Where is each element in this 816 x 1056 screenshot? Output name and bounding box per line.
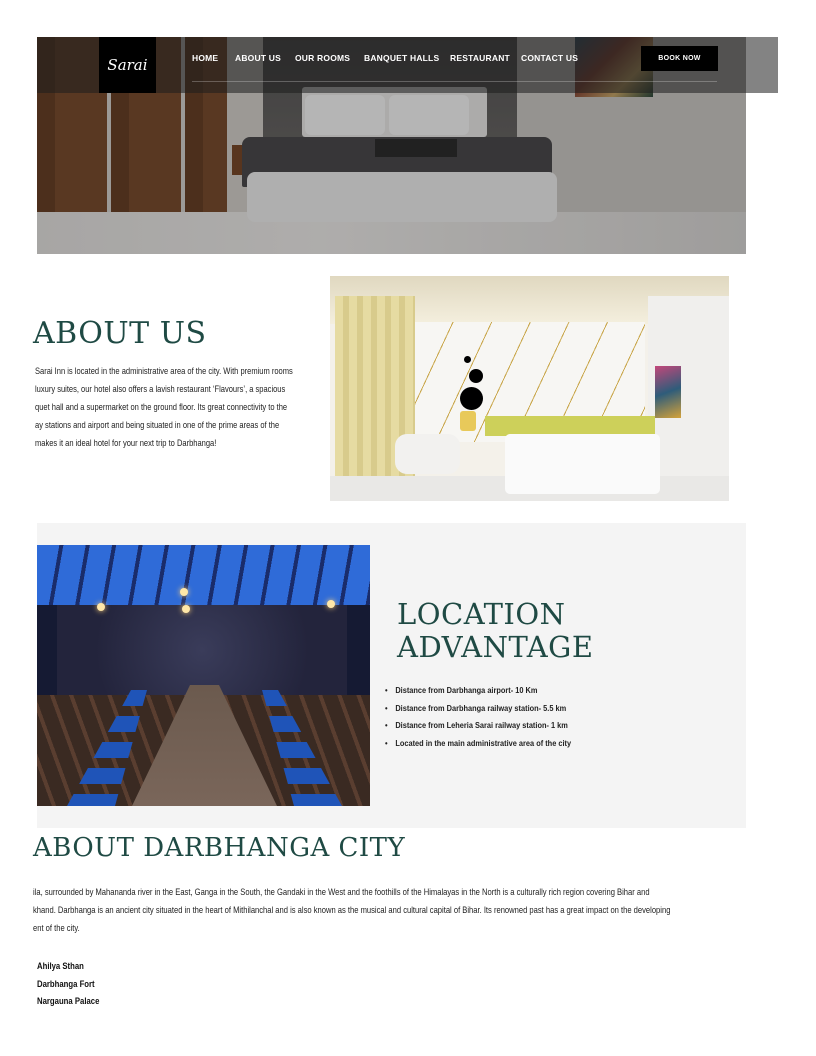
city-line: ila, surrounded by Mahananda river in the East, Ganga in the South, the Gandaki in the West and the foothills of the Himalayas in the North is a culturally rich region covering Bihar and	[33, 886, 650, 897]
book-now-button[interactable]: BOOK NOW	[641, 46, 718, 71]
room-bed	[505, 434, 660, 494]
nav-banquet-halls[interactable]: BANQUET HALLS	[364, 53, 440, 63]
restaurant-ceiling	[37, 545, 370, 605]
pendant-light-icon	[460, 387, 483, 410]
about-line: Sarai Inn is located in the administrative area of the city. With premium rooms	[35, 366, 293, 376]
nav-about-us[interactable]: ABOUT US	[235, 53, 281, 63]
nav-restaurant[interactable]: RESTAURANT	[450, 53, 510, 63]
place-darbhanga-fort: Darbhanga Fort	[37, 979, 95, 989]
about-title: ABOUT US	[33, 316, 207, 351]
nav-our-rooms[interactable]: OUR ROOMS	[295, 53, 351, 63]
city-title: ABOUT DARBHANGA CITY	[33, 833, 406, 863]
site-logo[interactable]: Sarai	[99, 37, 156, 93]
navbar	[37, 37, 778, 93]
location-title-line: ADVANTAGE	[397, 630, 594, 664]
city-line: khand. Darbhanga is an ancient city situated in the heart of Mithilanchal and is also known as the musical and cultural capital of Bihar. Its renowned past has a great impact on the developing	[33, 904, 671, 915]
room-armchair	[395, 434, 460, 474]
city-text	[33, 883, 713, 937]
about-line: makes it an ideal hotel for your next trip to Darbhanga!	[35, 438, 217, 448]
restaurant-light	[97, 603, 105, 611]
pendant-light-icon	[469, 369, 483, 383]
location-item: • Distance from Leheria Sarai railway station- 1 km	[385, 717, 571, 735]
location-title-line: LOCATION	[397, 597, 566, 631]
restaurant-light	[182, 605, 190, 613]
restaurant-light	[327, 600, 335, 608]
location-item: • Located in the main administrative area of the city	[385, 735, 571, 753]
location-list	[385, 682, 601, 753]
nav-home[interactable]: HOME	[192, 53, 219, 63]
restaurant-light	[180, 588, 188, 596]
place-ahilya-sthan: Ahilya Sthan	[37, 961, 84, 971]
about-line: luxury suites, our hotel also offers a lavish restaurant ‘Flavours’, a spacious	[35, 384, 286, 394]
room-artwork	[655, 366, 681, 418]
room-headboard	[485, 416, 655, 436]
room-image	[330, 276, 729, 501]
restaurant-wall	[57, 605, 347, 695]
nav-divider	[192, 81, 717, 82]
pendant-light-icon	[464, 356, 471, 363]
about-line: quet hall and a supermarket on the ground floor. Its great connectivity to the	[35, 402, 288, 412]
nav-contact-us[interactable]: CONTACT US	[521, 53, 579, 63]
about-line: ay stations and airport and being situated in one of the prime areas of the	[35, 420, 280, 430]
restaurant-image	[37, 545, 370, 806]
room-lamp	[460, 411, 476, 431]
location-title	[397, 598, 594, 664]
location-item: • Distance from Darbhanga railway station- 5.5 km	[385, 700, 571, 718]
location-item: • Distance from Darbhanga airport- 10 Km	[385, 682, 571, 700]
place-nargauna-palace: Nargauna Palace	[37, 996, 100, 1006]
about-text	[35, 362, 322, 452]
city-line: ent of the city.	[33, 922, 80, 933]
